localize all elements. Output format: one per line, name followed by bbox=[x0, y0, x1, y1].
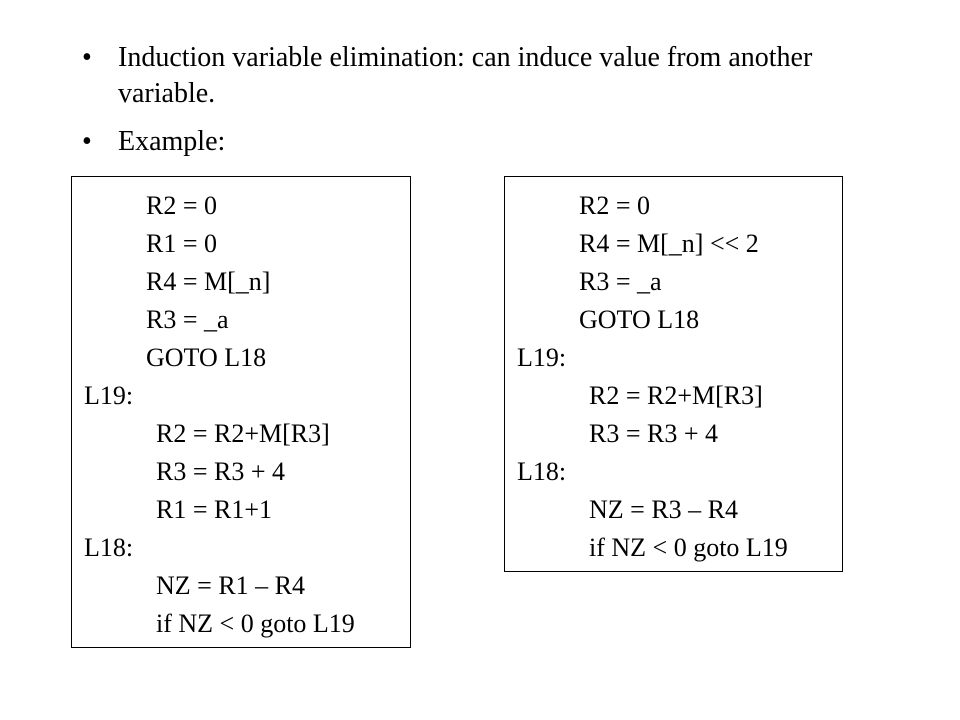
code-line: R1 = R1+1 bbox=[156, 495, 273, 524]
code-line: R2 = 0 bbox=[579, 191, 651, 220]
code-line: NZ = R1 – R4 bbox=[156, 571, 306, 600]
code-line: R3 = R3 + 4 bbox=[589, 419, 719, 448]
bullet-dot-icon: • bbox=[82, 126, 92, 157]
code-line: R4 = M[_n] bbox=[146, 267, 271, 296]
bullet-dot-icon: • bbox=[82, 42, 92, 73]
code-line: if NZ < 0 goto L19 bbox=[589, 533, 788, 562]
code-label-line: L18: bbox=[84, 533, 134, 562]
code-line: NZ = R3 – R4 bbox=[589, 495, 739, 524]
bullet-item-induction bbox=[82, 40, 842, 112]
code-line: GOTO L18 bbox=[579, 305, 700, 334]
code-line: R3 = R3 + 4 bbox=[156, 457, 286, 486]
code-line: if NZ < 0 goto L19 bbox=[156, 609, 355, 638]
code-label-line: L19: bbox=[517, 343, 567, 372]
code-line: R4 = M[_n] << 2 bbox=[579, 229, 759, 258]
code-box-original bbox=[71, 176, 411, 648]
bullet-text: Example: bbox=[118, 126, 226, 157]
bullet-item-example bbox=[82, 124, 842, 160]
code-label-line: L19: bbox=[84, 381, 134, 410]
code-line: GOTO L18 bbox=[146, 343, 267, 372]
code-line: R2 = R2+M[R3] bbox=[156, 419, 330, 448]
code-line: R3 = _a bbox=[146, 305, 229, 334]
bullet-list bbox=[82, 40, 842, 172]
code-line: R2 = R2+M[R3] bbox=[589, 381, 763, 410]
code-line: R3 = _a bbox=[579, 267, 662, 296]
code-line: R1 = 0 bbox=[146, 229, 218, 258]
bullet-text: Induction variable elimination: can induce value from another variable. bbox=[118, 42, 813, 109]
code-box-optimized bbox=[504, 176, 843, 572]
code-line: R2 = 0 bbox=[146, 191, 218, 220]
code-label-line: L18: bbox=[517, 457, 567, 486]
